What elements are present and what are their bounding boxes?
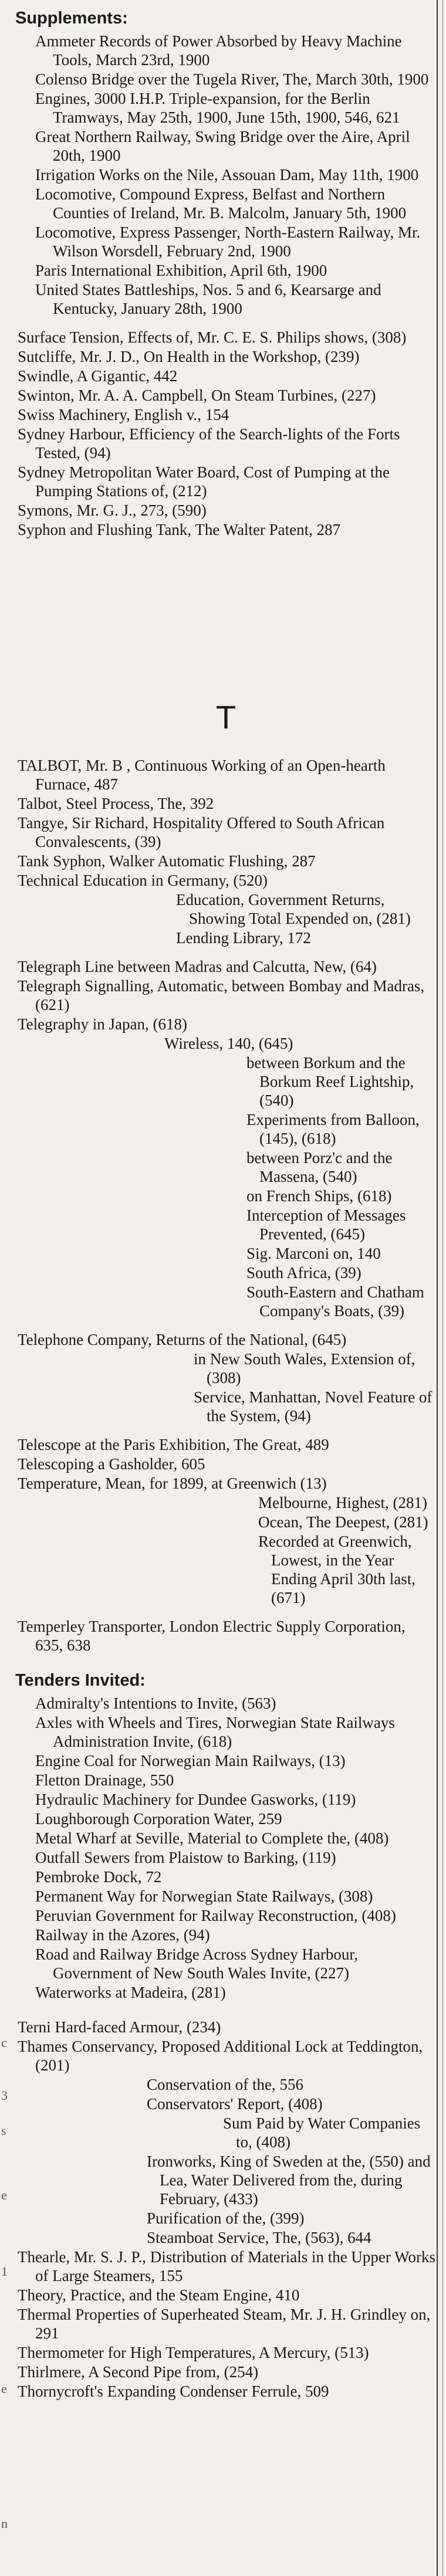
index-entry: Thornycroft's Expanding Condenser Ferrule, 509: [18, 2382, 329, 2400]
margin-mark: c: [1, 2035, 7, 2050]
index-entry: Telegraph Line between Madras and Calcutta, New, (64): [18, 958, 377, 975]
index-entry: TALBOT, Mr. B , Continuous Working of an Open-hearth Furnace, 487: [18, 757, 386, 793]
index-entry: Telescoping a Gasholder, 605: [18, 1455, 205, 1473]
index-subentry: Recorded at Greenwich, Lowest, in the Year Ending April 30th last, (671): [258, 1533, 415, 1606]
margin-mark: 1: [1, 2264, 8, 2279]
index-entry: Theory, Practice, and the Steam Engine, 410: [18, 2286, 300, 2304]
index-entry: Thirlmere, A Second Pipe from, (254): [18, 2363, 259, 2381]
index-entry: Permanent Way for Norwegian State Railways, (308): [35, 1887, 373, 1905]
section-letter: T: [215, 699, 238, 735]
index-subentry: Education, Government Returns, Showing Total Expended on, (281): [176, 891, 411, 927]
margin-mark: e: [1, 2381, 7, 2396]
index-entry: Great Northern Railway, Swing Bridge over the Aire, April 20th, 1900: [35, 128, 410, 164]
index-subentry: Purification of the, (399): [147, 2209, 305, 2227]
index-page: [15, 8, 435, 2401]
index-entry: Tangye, Sir Richard, Hospitality Offered to South African Convalescents, (39): [18, 814, 385, 850]
supplements-list: [18, 32, 435, 318]
index-subentry: South-Eastern and Chatham Company's Boats, (39): [246, 1283, 424, 1320]
index-entry: Ammeter Records of Power Absorbed by Heavy Machine Tools, March 23rd, 1900: [35, 32, 402, 69]
index-entry: Locomotive, Compound Express, Belfast and Northern Counties of Ireland, Mr. B. Malcolm, January 5th, 1900: [35, 185, 407, 222]
index-entry: Road and Railway Bridge Across Sydney Harbour, Government of New South Wales Invite, (227): [35, 1945, 359, 1982]
index-entry: Swinton, Mr. A. A. Campbell, On Steam Turbines, (227): [18, 387, 376, 404]
index-entry: Locomotive, Express Passenger, North-Eastern Railway, Mr. Wilson Worsdell, February 2nd, 1900: [35, 223, 421, 260]
index-subentry: Conservation of the, 556: [147, 2076, 303, 2093]
index-entry: Symons, Mr. G. J., 273, (590): [18, 501, 207, 519]
index-subentry: Interception of Messages Prevented, (645): [246, 1206, 406, 1243]
index-entry: Sydney Metropolitan Water Board, Cost of Pumping at the Pumping Stations of, (212): [18, 463, 390, 500]
index-subentry: Conservators' Report, (408): [147, 2095, 323, 2113]
index-subentry: Service, Manhattan, Novel Feature of the System, (94): [194, 1388, 433, 1425]
index-entry: Thearle, Mr. S. J. P., Distribution of Materials in the Upper Works of Large Steamers, 155: [18, 2248, 435, 2284]
index-entry: Hydraulic Machinery for Dundee Gasworks, (119): [35, 1791, 356, 1808]
index-entry: Terni Hard-faced Armour, (234): [18, 2018, 221, 2036]
margin-mark: e: [1, 2188, 7, 2202]
index-entry: Colenso Bridge over the Tugela River, The, March 30th, 1900: [35, 70, 429, 88]
index-entry: Outfall Sewers from Plaistow to Barking, (119): [35, 1849, 336, 1866]
index-subentry: on French Ships, (618): [246, 1187, 392, 1205]
index-entry: Irrigation Works on the Nile, Assouan Dam, May 11th, 1900: [35, 166, 419, 184]
index-entry: Waterworks at Madeira, (281): [35, 1984, 226, 2001]
margin-mark: 3: [1, 2088, 8, 2103]
index-entry: Engines, 3000 I.H.P. Triple-expansion, for the Berlin Tramways, May 25th, 1900, June 15th, 1900, 546, 621: [35, 90, 400, 126]
page-edge-rule: [437, 0, 438, 2576]
index-entry: Telegraphy in Japan, (618): [18, 1015, 188, 1033]
index-entry: Paris International Exhibition, April 6th, 1900: [35, 262, 327, 279]
index-entry: Thermometer for High Temperatures, A Mercury, (513): [18, 2344, 369, 2361]
index-entry: Syphon and Flushing Tank, The Walter Patent, 287: [18, 521, 341, 538]
index-entry: Technical Education in Germany, (520): [18, 872, 268, 889]
index-entry: Talbot, Steel Process, The, 392: [18, 795, 214, 812]
t-entries-list: [18, 756, 435, 1655]
tenders-heading: Tenders Invited:: [15, 1671, 146, 1690]
index-subentry: Melbourne, Highest, (281): [258, 1494, 427, 1511]
index-entry: Axles with Wheels and Tires, Norwegian State Railways Administration Invite, (618): [35, 1714, 395, 1750]
index-entry: Sydney Harbour, Efficiency of the Search-lights of the Forts Tested, (94): [18, 425, 400, 462]
index-entry: Telescope at the Paris Exhibition, The Great, 489: [18, 1436, 329, 1453]
index-subentry: Ironworks, King of Sweden at the, (550) and Lea, Water Delivered from the, during February, (433): [147, 2153, 431, 2208]
index-entry: Temperature, Mean, for 1899, at Greenwich (13): [18, 1475, 327, 1492]
page-edge-rule-thin: [442, 0, 443, 2576]
index-entry: Telephone Company, Returns of the National, (645): [18, 1331, 347, 1348]
index-entry: Sutcliffe, Mr. J. D., On Health in the Workshop, (239): [18, 348, 360, 365]
index-entry: Admiralty's Intentions to Invite, (563): [35, 1694, 276, 1712]
index-entry: Tank Syphon, Walker Automatic Flushing, 287: [18, 852, 316, 870]
index-entry: Thermal Properties of Superheated Steam, Mr. J. H. Grindley on, 291: [18, 2306, 431, 2342]
index-entry: Pembroke Dock, 72: [35, 1868, 162, 1886]
index-entry: Metal Wharf at Seville, Material to Complete the, (408): [35, 1829, 389, 1847]
index-entry: Telegraph Signalling, Automatic, between Bombay and Madras, (621): [18, 977, 425, 1014]
index-subentry: Steamboat Service, The, (563), 644: [147, 2229, 371, 2246]
index-subentry: between Porz'c and the Massena, (540): [246, 1149, 393, 1185]
index-entry: Fletton Drainage, 550: [35, 1771, 174, 1789]
index-entry: Loughborough Corporation Water, 259: [35, 1810, 282, 1828]
index-subentry: Experiments from Balloon, (145), (618): [246, 1111, 420, 1147]
index-entry: Swiss Machinery, English v., 154: [18, 406, 229, 423]
index-subentry: Ocean, The Deepest, (281): [258, 1513, 428, 1531]
index-subentry: South Africa, (39): [246, 1264, 361, 1282]
supplements-heading: Supplements:: [15, 9, 128, 28]
index-subentry: in New South Wales, Extension of, (308): [194, 1350, 415, 1387]
index-subentry: between Borkum and the Borkum Reef Lightship, (540): [246, 1054, 414, 1109]
tenders-list: [18, 1694, 435, 2002]
index-subentry: Wireless, 140, (645): [164, 1035, 293, 1052]
index-entry: Engine Coal for Norwegian Main Railways, (13): [35, 1752, 346, 1770]
index-subentry: Sig. Marconi on, 140: [246, 1245, 381, 1262]
index-subentry: Sum Paid by Water Companies to, (408): [223, 2114, 421, 2151]
t-entries-list-2: [18, 2018, 435, 2401]
index-entry: Thames Conservancy, Proposed Additional Lock at Teddington, (201): [18, 2038, 423, 2074]
index-entry: Surface Tension, Effects of, Mr. C. E. S. Philips shows, (308): [18, 328, 407, 346]
index-subentry: Lending Library, 172: [176, 929, 311, 947]
index-entry: Temperley Transporter, London Electric Supply Corporation, 635, 638: [18, 1618, 406, 1654]
margin-mark: s: [1, 2123, 6, 2138]
margin-mark: n: [1, 2516, 8, 2531]
index-entry: United States Battleships, Nos. 5 and 6, Kearsarge and Kentucky, January 28th, 1900: [35, 281, 381, 317]
index-entry: Peruvian Government for Railway Reconstruction, (408): [35, 1907, 396, 1924]
index-entry: Swindle, A Gigantic, 442: [18, 367, 178, 385]
index-entry: Railway in the Azores, (94): [35, 1926, 210, 1944]
s-entries-list: [18, 328, 435, 539]
